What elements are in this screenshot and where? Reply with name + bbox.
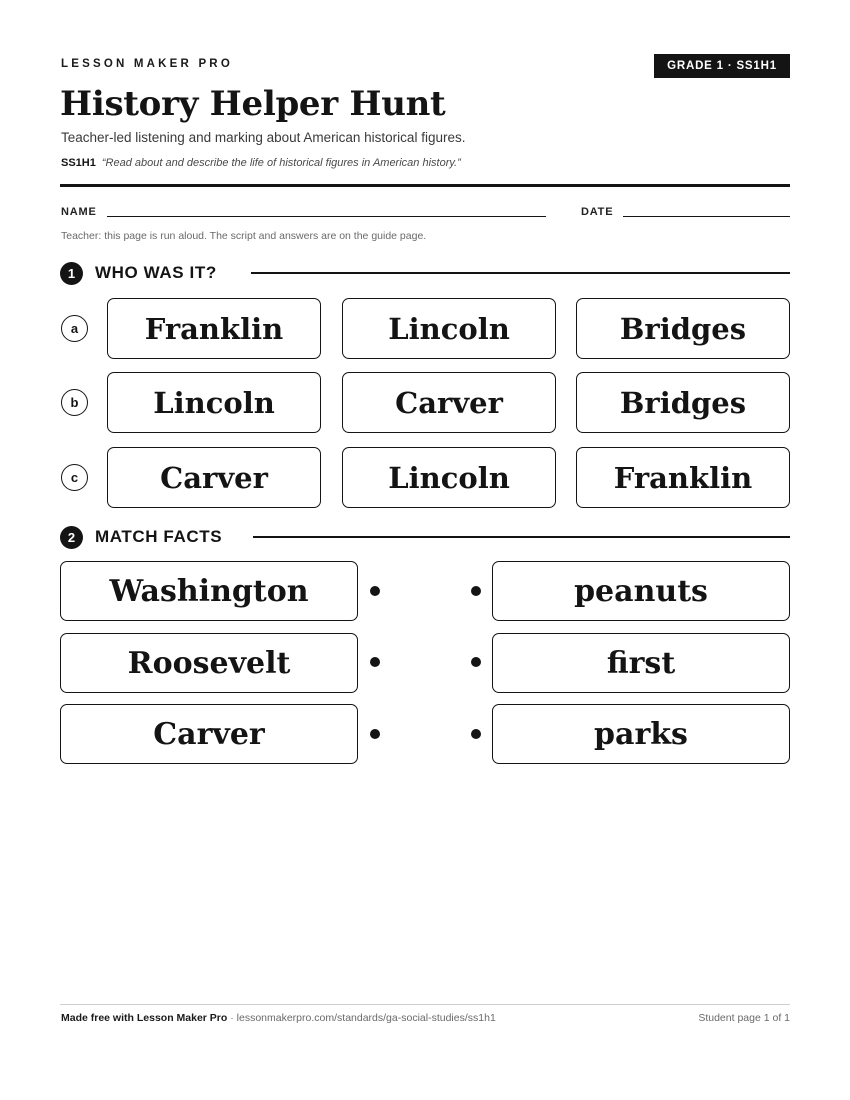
row-letter-a: a (61, 315, 88, 342)
match-left-box[interactable]: Carver (60, 704, 358, 764)
section-title: WHO WAS IT? (95, 263, 217, 282)
header-divider (60, 184, 790, 187)
row-letter-b: b (61, 389, 88, 416)
footer-divider (60, 1004, 790, 1005)
match-dot-right[interactable] (471, 586, 481, 596)
brand-label: LESSON MAKER PRO (61, 58, 233, 70)
name-field[interactable] (107, 216, 546, 217)
match-right-box[interactable]: peanuts (492, 561, 790, 621)
standard-line (61, 157, 461, 169)
choice-box[interactable]: Carver (342, 372, 556, 433)
section-number: 2 (60, 526, 83, 549)
page-title: History Helper Hunt (60, 84, 446, 124)
row-letter-c: c (61, 464, 88, 491)
section-2-rule (253, 536, 790, 538)
section-number: 1 (60, 262, 83, 285)
section-1-rule (251, 272, 790, 274)
footer-credit (61, 1012, 496, 1024)
footer-page-number: Student page 1 of 1 (698, 1012, 790, 1024)
date-field[interactable] (623, 216, 790, 217)
choice-box[interactable]: Franklin (576, 447, 790, 508)
teacher-note: Teacher: this page is run aloud. The script and answers are on the guide page. (61, 230, 427, 242)
choice-box[interactable]: Carver (107, 447, 321, 508)
footer-url[interactable]: lessonmakerpro.com/standards/ga-social-studies/ss1h1 (236, 1012, 496, 1024)
match-right-box[interactable]: parks (492, 704, 790, 764)
match-dot-left[interactable] (370, 657, 380, 667)
match-dot-left[interactable] (370, 729, 380, 739)
choice-box[interactable]: Lincoln (342, 298, 556, 359)
section-1-heading (60, 261, 217, 285)
match-dot-left[interactable] (370, 586, 380, 596)
section-2-heading (60, 525, 222, 549)
match-right-box[interactable]: first (492, 633, 790, 693)
match-left-box[interactable]: Washington (60, 561, 358, 621)
match-left-box[interactable]: Roosevelt (60, 633, 358, 693)
choice-box[interactable]: Lincoln (342, 447, 556, 508)
section-title: MATCH FACTS (95, 527, 223, 546)
match-dot-right[interactable] (471, 657, 481, 667)
match-dot-right[interactable] (471, 729, 481, 739)
name-label: NAME (61, 206, 97, 218)
footer-separator: · (227, 1012, 237, 1024)
choice-box[interactable]: Franklin (107, 298, 321, 359)
choice-box[interactable]: Bridges (576, 372, 790, 433)
standard-text: “Read about and describe the life of historical figures in American history.” (101, 157, 461, 169)
page-subtitle: Teacher-led listening and marking about American historical figures. (61, 130, 466, 145)
date-label: DATE (581, 206, 614, 218)
standard-code: SS1H1 (61, 157, 96, 169)
footer-brand: Made free with Lesson Maker Pro (61, 1012, 228, 1024)
choice-box[interactable]: Bridges (576, 298, 790, 359)
choice-box[interactable]: Lincoln (107, 372, 321, 433)
grade-badge: GRADE 1 · SS1H1 (654, 54, 790, 78)
